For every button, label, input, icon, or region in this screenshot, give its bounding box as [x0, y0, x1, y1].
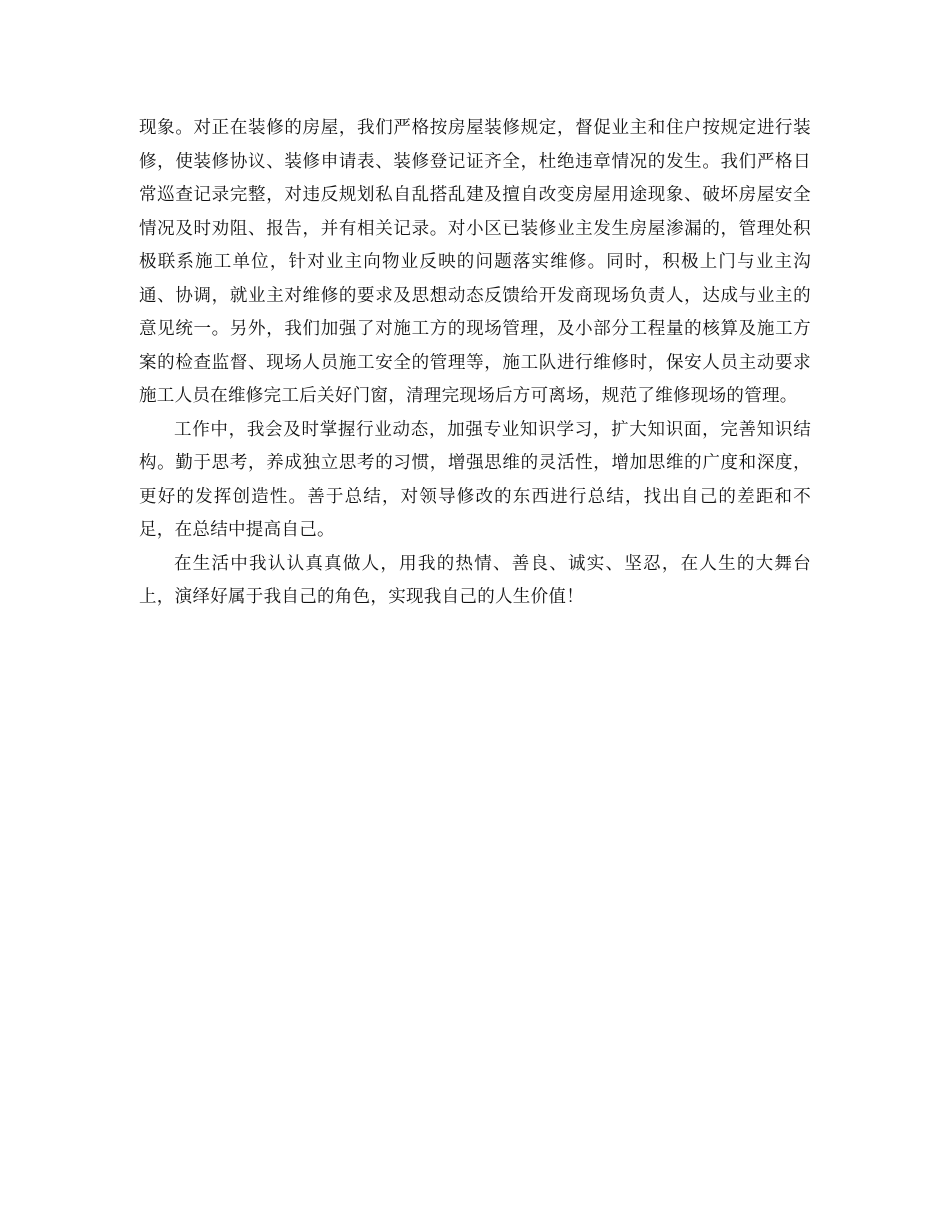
paragraph-renovation-management: 现象。对正在装修的房屋，我们严格按房屋装修规定，督促业主和住户按规定进行装修，使装修协议、装修申请表、装修登记证齐全，杜绝违章情况的发生。我们严格日常巡查记录完整，对违反规划私自乱搭乱建及擅自改变房屋用途现象、破坏房屋安全情况及时劝阻、报告，并有相关记录。对小区已装修业主发生房屋渗漏的，管理处积极联系施工单位，针对业主向物业反映的问题落实维修。同时，积极上门与业主沟通、协调，就业主对维修的要求及思想动态反馈给开发商现场负责人，达成与业主的意见统一。另外，我们加强了对施工方的现场管理，及小部分工程量的核算及施工方案的检查监督、现场人员施工安全的管理等，施工队进行维修时，保安人员主动要求施工人员在维修完工后关好门窗，清理完现场后方可离场，规范了维修现场的管理。 — [139, 118, 811, 406]
document-body — [139, 112, 811, 615]
paragraph-life-values: 在生活中我认认真真做人，用我的热情、善良、诚实、坚忍，在人生的大舞台上，演绎好属于我自己的角色，实现我自己的人生价值！ — [139, 553, 811, 607]
paragraph-work-learning: 工作中，我会及时掌握行业动态，加强专业知识学习，扩大知识面，完善知识结构。勤于思考，养成独立思考的习惯，增强思维的灵活性，增加思维的广度和深度，更好的发挥创造性。善于总结，对领导修改的东西进行总结，找出自己的差距和不足，在总结中提高自己。 — [139, 419, 811, 540]
